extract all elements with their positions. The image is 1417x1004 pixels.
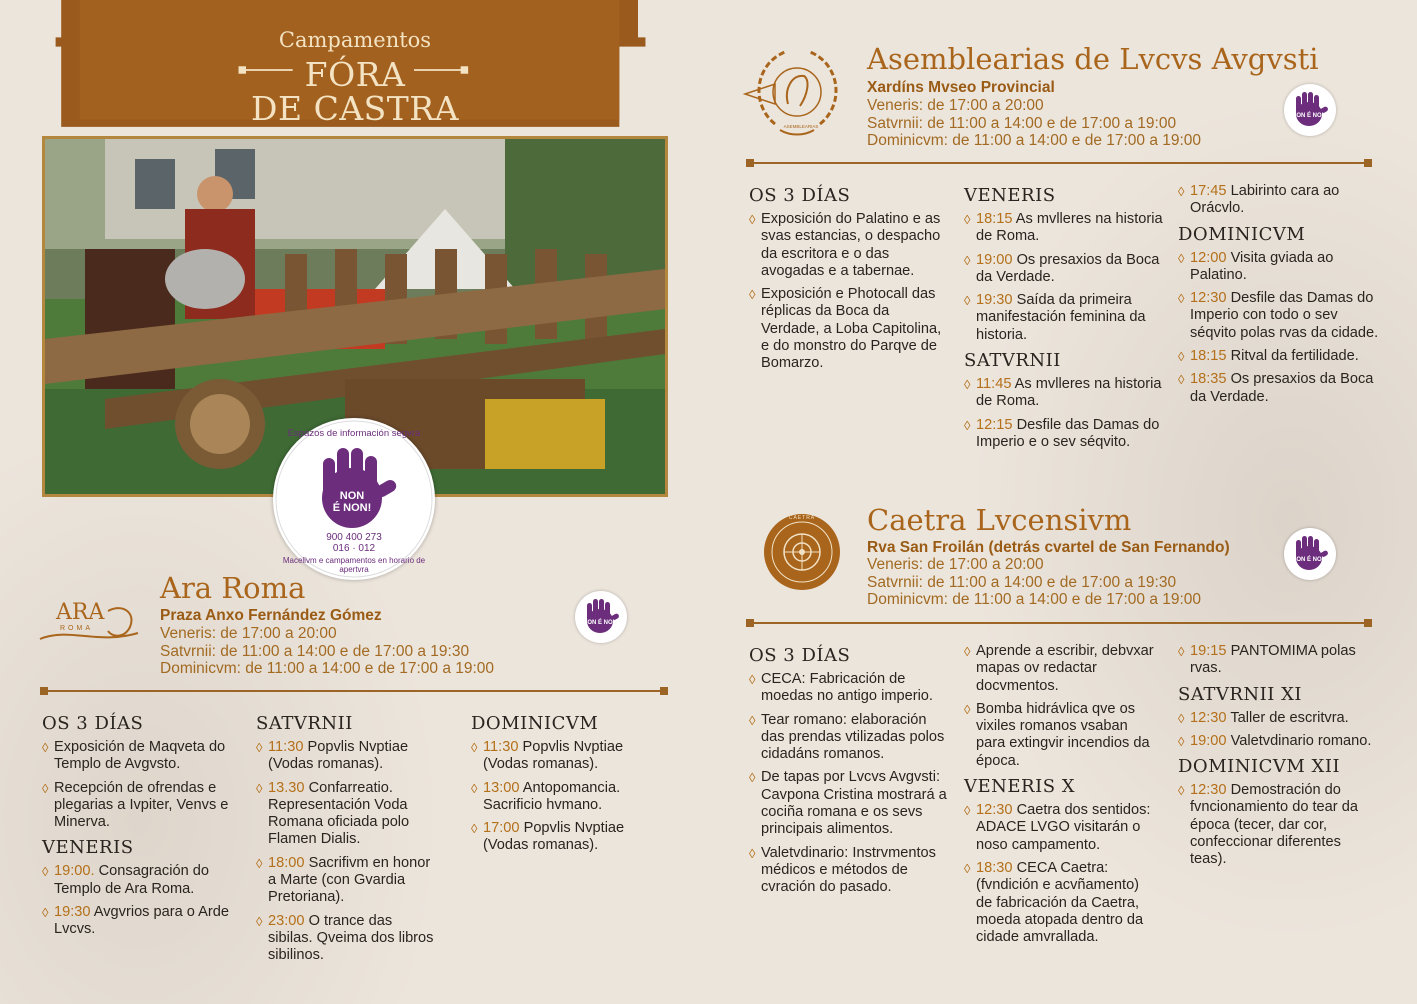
caetra-title: Caetra Lvcensivm [867,503,1132,537]
item-text: Os presaxios da Boca da Verdade. [1190,371,1374,405]
time: 18:35 [1190,371,1227,388]
ara-col1 [42,713,242,945]
caetra-schedule [867,556,1201,609]
ara-schedule-line: Satvrnii: de 11:00 a 14:00 e de 17:00 a 19:30 [160,642,470,660]
caetra-divider [750,622,1368,624]
item-text: Demostración do fvncionamiento do tear da época (tecer, dar cor, confeccionar diferentes teas). [1190,782,1358,868]
list-item [256,855,434,907]
list-item: ◊ Tear romano: elaboración das prendas vtilizadas polos cidadáns romanos. [749,712,949,764]
item-text: Consagración do Templo de Ara Roma. [54,863,209,897]
list-item [1178,733,1378,750]
asemb-col3 [1178,183,1383,412]
badge-label-line2: É NON! [332,502,372,514]
hand-icon [1284,528,1336,580]
non-e-non-label: NON É NON! [1292,113,1328,119]
asemb-divider [750,162,1368,164]
time: 11:30 [268,739,304,755]
list-item [1178,782,1378,868]
time: 12:30 [1190,709,1227,726]
time: 18:30 [976,859,1013,876]
caetra-schedule-line: Satvrnii: de 11:00 a 14:00 e de 17:00 a 19:30 [867,573,1177,591]
badge-phone1: 900 400 273 [326,532,382,543]
list-item [256,913,434,965]
time: 13:00 [483,779,520,796]
time: 17:00 [483,820,520,837]
col-heading: SATVRNII [964,350,1061,372]
list-item: ◊ Aprende a escribir, debvxar mapas ov redactar docvmentos. [964,643,1159,695]
item-text: O trance das sibilas. Qveima dos libros sibilinos. [268,912,434,964]
caetra-schedule-line: Veneris: de 17:00 a 20:00 [867,556,1044,573]
time: 18:00 [268,854,305,871]
time: 12:30 [1190,782,1227,799]
list-item [1178,348,1383,365]
time: 12:30 [976,802,1013,819]
list-item [964,417,1164,452]
item-text: Os presaxios da Boca da Verdade. [976,251,1160,285]
list-item [42,904,242,939]
col-heading: OS 3 DÍAS [749,645,851,666]
ara-schedule [160,625,494,678]
list-item: ◊ Recepción de ofrendas e plegarias a Ivpiter, Venvs e Minerva. [42,780,242,832]
badge-arc-top: Espazos de información segvra [287,428,421,439]
list-item: ◊ Valetvdinario: Instrvmentos médicos e métodos de cvración do pasado. [749,845,949,897]
item-text: Antopomancia. Sacrificio hvmano. [483,779,621,813]
time: 19:15 [1190,643,1227,659]
item-text: PANTOMIMA polas rvas. [1190,643,1356,677]
item-text: Confarreatio. Representación Voda Romana oficiada polo Flamen Dialis. [268,779,410,848]
list-item [471,780,656,815]
col-heading: DOMINICVM [1178,223,1306,245]
asemblearias-logo [740,44,855,144]
banner-title-line1: FÓRA [304,55,406,94]
badge-phones [273,532,435,554]
non-e-non-badge [1284,84,1336,136]
caetra-schedule-line: Dominicvm: de 11:00 a 14:00 e de 17:00 a 19:00 [867,591,1202,608]
item-text: Ritval da fertilidade. [1226,348,1359,365]
asemb-venue: Xardíns Mvseo Provincial [867,79,1055,96]
list-item [1178,183,1383,218]
col-heading: SATVRNII [256,713,353,734]
time: 18:15 [1190,348,1227,365]
ara-venue: Praza Anxo Fernández Gómez [160,607,382,624]
col-heading: OS 3 DÍAS [42,713,144,734]
asemb-schedule-line: Veneris: de 17:00 a 20:00 [867,97,1044,114]
ara-divider [44,690,664,692]
non-e-non-badge [1284,528,1336,580]
item-text: Caetra dos sentidos: ADACE LVGO visitarán o noso campamento. [976,802,1151,853]
item-text: Valetvdinario romano. [1226,732,1372,749]
ara-schedule-line: Veneris: de 17:00 a 20:00 [160,625,337,642]
time: 17:45 [1190,183,1227,199]
asemb-schedule-line: Dominicvm: de 11:00 a 14:00 e de 17:00 a 19:00 [867,132,1202,149]
col-heading: OS 3 DÍAS [749,185,851,206]
ara-logo-text: ARA [56,600,105,625]
asemblearias-logo-text: ASEMBLEARIAS [783,124,819,129]
list-item: ◊ Exposición e Photocall das réplicas da Boca da Verdade, a Loba Capitolina, e do monstro do Parqve de Bomarzo. [749,286,949,372]
list-item [964,376,1164,411]
caetra-venue: Rva San Froilán (detrás cvartel de San Fernando) [867,539,1230,556]
time: 12:00 [1190,249,1227,266]
asemb-schedule-line: Satvrnii: de 11:00 a 14:00 e de 17:00 a 19:00 [867,114,1177,132]
item-text: Popvlis Nvptiae (Vodas romanas). [483,820,625,854]
badge-label-line1: NON [339,490,365,502]
caetra-logo [762,512,842,592]
time: 11:30 [483,739,519,755]
banner-title-line2: DE CASTRA [251,89,459,128]
time: 19:00 [1190,732,1227,749]
col-heading: VENERIS [964,185,1056,206]
ara-logo-sub: ROMA [60,625,93,632]
item-text: As mvlleres na historia de Roma. [976,376,1162,410]
time: 23:00 [268,912,305,929]
asemb-schedule [867,97,1201,150]
time: 11:45 [976,376,1012,393]
list-item [1178,643,1378,678]
list-item [1178,710,1378,727]
list-item: ◊ Exposición do Palatino e as svas estancias, o despacho da escritora e o das avogadas e a tabernae. [749,211,949,280]
list-item: ◊ Exposición de Maqveta do Templo de Avgvsto. [42,739,242,774]
list-item [1178,290,1383,342]
time: 12:15 [976,416,1013,433]
list-item [256,780,434,849]
list-item: ◊ De tapas por Lvcvs Avgvsti: Cavpona Cristina mostrará a cociña romana e os sevs principais alimentos. [749,769,949,838]
caetra-col1 [749,645,949,903]
list-item [471,739,656,774]
item-text: Avgvrios para o Arde Lvcvs. [54,904,229,938]
list-item [42,863,242,898]
list-item [1178,371,1383,406]
list-item [964,211,1164,246]
item-text: Saída da primeira manifestación feminina da historia. [976,292,1146,343]
list-item [964,252,1164,287]
hand-icon [575,591,627,643]
item-text: Desfile das Damas do Imperio e o sev séqvito. [976,416,1160,450]
item-text: Popvlis Nvptiae (Vodas romanas). [268,739,409,773]
list-item [964,292,1164,344]
asemb-title: Asemblearias de Lvcvs Avgvsti [867,42,1319,76]
non-e-non-label: NON É NON! [1292,557,1328,563]
item-text: Labirinto cara ao Orácvlo. [1190,183,1340,217]
caetra-col3 [1178,643,1378,875]
col-heading: DOMINICVM [471,713,599,734]
col-heading: VENERIS X [964,776,1076,798]
item-text: Taller de escritvra. [1226,709,1349,726]
asemb-col2 [964,185,1164,457]
col-heading: DOMINICVM XII [1178,756,1341,778]
col-heading: VENERIS [42,837,134,859]
item-text: Sacrifivm en honor a Marte (con Gvardia Pretoriana). [268,854,431,906]
item-text: As mvlleres na historia de Roma. [976,211,1163,245]
time: 19:30 [976,292,1013,309]
list-item [964,802,1159,854]
time: 19:00. [54,863,95,880]
time: 13.30 [268,779,305,796]
item-text: CECA Caetra: (fvndición e acvñamento) de fabricación da Caetra, moeda atopada dentro da cidade amvrallada. [976,859,1144,946]
time: 19:00 [976,251,1013,268]
col-heading: SATVRNII XI [1178,683,1303,705]
list-item [1178,250,1383,285]
list-item [471,820,656,855]
ara-title: Ara Roma [160,571,306,605]
badge-label [323,490,381,514]
banner-title [230,55,480,128]
badge-arc-bottom: Macellvm e campamentos en horario de apertvra [282,556,426,574]
asemb-col1 [749,185,949,379]
item-text: Desfile das Damas do Imperio con todo o sev séqvito polas rvas da cidade. [1190,290,1379,341]
caetra-col2 [964,643,1159,952]
time: 12:30 [1190,290,1227,307]
caetra-logo-text: CAETRA [788,515,816,521]
non-e-non-label: NON É NON! [583,620,619,626]
safe-info-badge [273,418,435,580]
ara-col3 [471,713,656,861]
list-item [256,739,434,774]
banner-subtitle: Campamentos [278,28,432,52]
list-item: ◊ CECA: Fabricación de moedas no antigo imperio. [749,671,949,706]
non-e-non-badge [575,591,627,643]
list-item [964,860,1159,946]
ara-schedule-line: Dominicvm: de 11:00 a 14:00 e de 17:00 a 19:00 [160,660,495,677]
time: 18:15 [976,211,1013,227]
item-text: Visita gviada ao Palatino. [1190,249,1334,283]
list-item: ◊ Bomba hidrávlica qve os vixiles romanos vsaban para extingvir incendios da época. [964,701,1159,770]
badge-phone2: 016 · 012 [332,543,376,554]
item-text: Popvlis Nvptiae (Vodas romanas). [483,739,624,773]
time: 19:30 [54,904,91,921]
ara-col2 [256,713,434,971]
hand-icon [1284,84,1336,136]
